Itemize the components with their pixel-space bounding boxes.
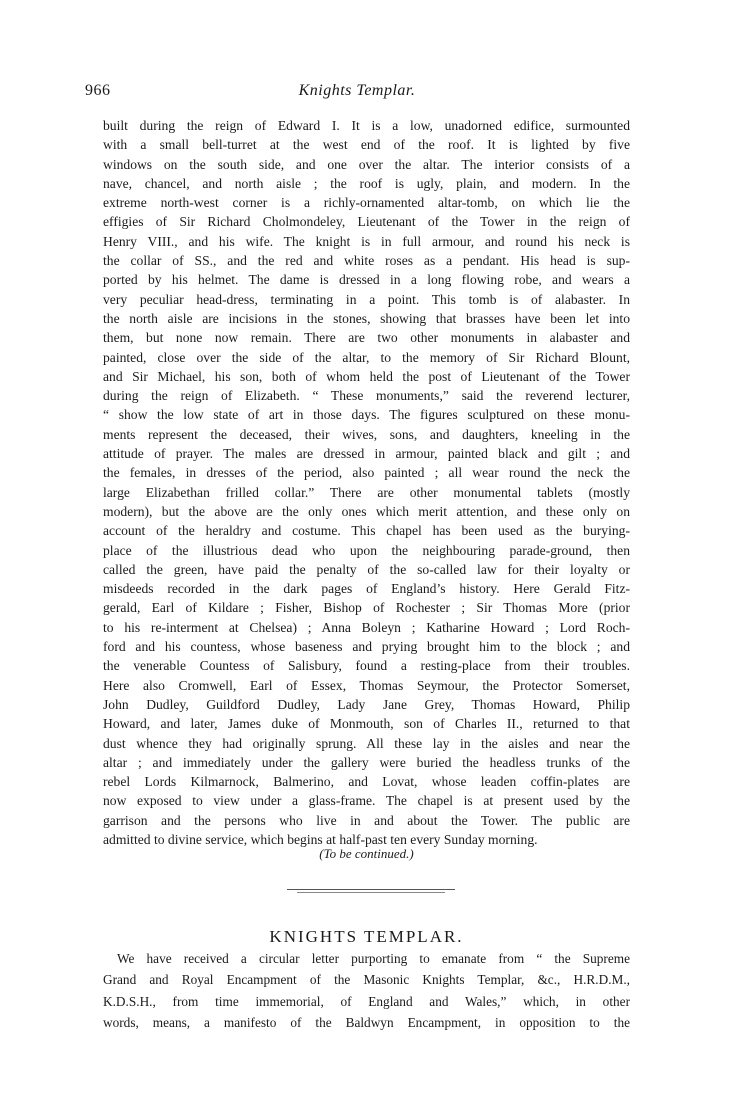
text-line: during the reign of Elizabeth. “ These monuments,” said the reverend lecturer,: [103, 388, 630, 404]
section-text-line: Grand and Royal Encampment of the Masonic Knights Templar, &c., H.R.D.M.,: [103, 972, 630, 988]
text-line: the venerable Countess of Salisbury, found a resting-place from their troubles.: [103, 658, 630, 674]
page-number: 966: [85, 82, 111, 99]
text-line: them, but none now remain. There are two other monuments in alabaster and: [103, 330, 630, 346]
text-line: now exposed to view under a glass-frame. The chapel is at present used by the: [103, 793, 630, 809]
text-line: misdeeds recorded in the dark pages of England’s history. Here Gerald Fitz-: [103, 581, 630, 597]
text-line: admitted to divine service, which begins at half-past ten every Sunday morning.: [103, 831, 538, 847]
text-line: painted, close over the side of the altar, to the memory of Sir Richard Blount,: [103, 349, 630, 365]
text-line: attitude of prayer. The males are dressed in armour, painted black and gilt ; and: [103, 446, 630, 462]
text-line: called the green, have paid the penalty of the so-called law for their loyalty or: [103, 561, 630, 577]
divider-line-top: [287, 889, 455, 890]
text-line: John Dudley, Guildford Dudley, Lady Jane Grey, Thomas Howard, Philip: [103, 696, 630, 712]
text-line: the collar of SS., and the red and white roses as a pendant. His head is sup-: [103, 253, 630, 269]
text-line: and Sir Michael, his son, both of whom held the post of Lieutenant of the Tower: [103, 368, 630, 384]
text-line: the females, in dresses of the period, also painted ; all wear round the neck the: [103, 465, 630, 481]
section-divider: [287, 889, 455, 894]
section-text-line: We have received a circular letter purporting to emanate from “ the Supreme: [117, 951, 630, 966]
text-line: Howard, and later, James duke of Monmouth, son of Charles II., returned to that: [103, 716, 630, 732]
section-title: KNIGHTS TEMPLAR.: [269, 927, 464, 946]
text-line: the north aisle are incisions in the stones, showing that brasses have been let into: [103, 310, 630, 326]
text-line: built during the reign of Edward I. It is a low, unadorned edifice, surmounted: [103, 118, 630, 133]
section-text-line: K.D.S.H., from time immemorial, of England and Wales,” which, in other: [103, 993, 630, 1009]
text-line: large Elizabethan frilled collar.” There are other monumental tablets (mostly: [103, 484, 630, 500]
article-body: [103, 116, 630, 849]
text-line: modern), but the above are the only ones which merit attention, and these only on: [103, 503, 630, 519]
text-line: dust whence they had originally sprung. All these lay in the aisles and near the: [103, 735, 630, 751]
text-line: with a small bell-turret at the west end of the roof. It is lighted by five: [103, 137, 630, 153]
text-line: ford and his countess, whose baseness and prying brought him to the block ; and: [103, 639, 630, 655]
text-line: garrison and the persons who live in and about the Tower. The public are: [103, 812, 630, 828]
text-line: to his re-interment at Chelsea) ; Anna Boleyn ; Katharine Howard ; Lord Roch-: [103, 619, 630, 635]
text-line: windows on the south side, and one over the altar. The interior consists of a: [103, 156, 630, 172]
text-line: ments represent the deceased, their wives, sons, and daughters, kneeling in the: [103, 426, 630, 442]
continued-note: (To be continued.): [319, 846, 414, 861]
section-text-line: words, means, a manifesto of the Baldwyn Encampment, in opposition to the: [103, 1015, 630, 1031]
text-line: rebel Lords Kilmarnock, Balmerino, and Lovat, whose leaden coffin-plates are: [103, 774, 630, 790]
text-line: Here also Cromwell, Earl of Essex, Thomas Seymour, the Protector Somerset,: [103, 677, 630, 693]
running-head: Knights Templar.: [298, 82, 416, 99]
section-body: [103, 948, 630, 1034]
divider-line-bottom: [297, 892, 445, 893]
text-line: altar ; and immediately under the gallery were buried the headless trunks of the: [103, 754, 630, 770]
text-line: effigies of Sir Richard Cholmondeley, Lieutenant of the Tower in the reign of: [103, 214, 630, 230]
page-header: [85, 82, 629, 104]
text-line: Henry VIII., and his wife. The knight is in full armour, and round his neck is: [103, 233, 630, 249]
text-line: “ show the low state of art in those days. The figures sculptured on these monu-: [103, 407, 630, 423]
text-line: ported by his helmet. The dame is dressed in a long flowing robe, and wears a: [103, 272, 630, 288]
text-line: gerald, Earl of Kildare ; Fisher, Bishop of Rochester ; Sir Thomas More (prior: [103, 600, 630, 616]
text-line: extreme north-west corner is a richly-ornamented altar-tomb, on which lie the: [103, 195, 630, 211]
text-line: very peculiar head-dress, terminating in a point. This tomb is of alabaster. In: [103, 291, 630, 307]
text-line: nave, chancel, and north aisle ; the roof is ugly, plain, and modern. In the: [103, 175, 630, 191]
text-line: account of the heraldry and costume. This chapel has been used as the burying-: [103, 523, 630, 539]
text-line: place of the illustrious dead who upon the neighbouring parade-ground, then: [103, 542, 630, 558]
